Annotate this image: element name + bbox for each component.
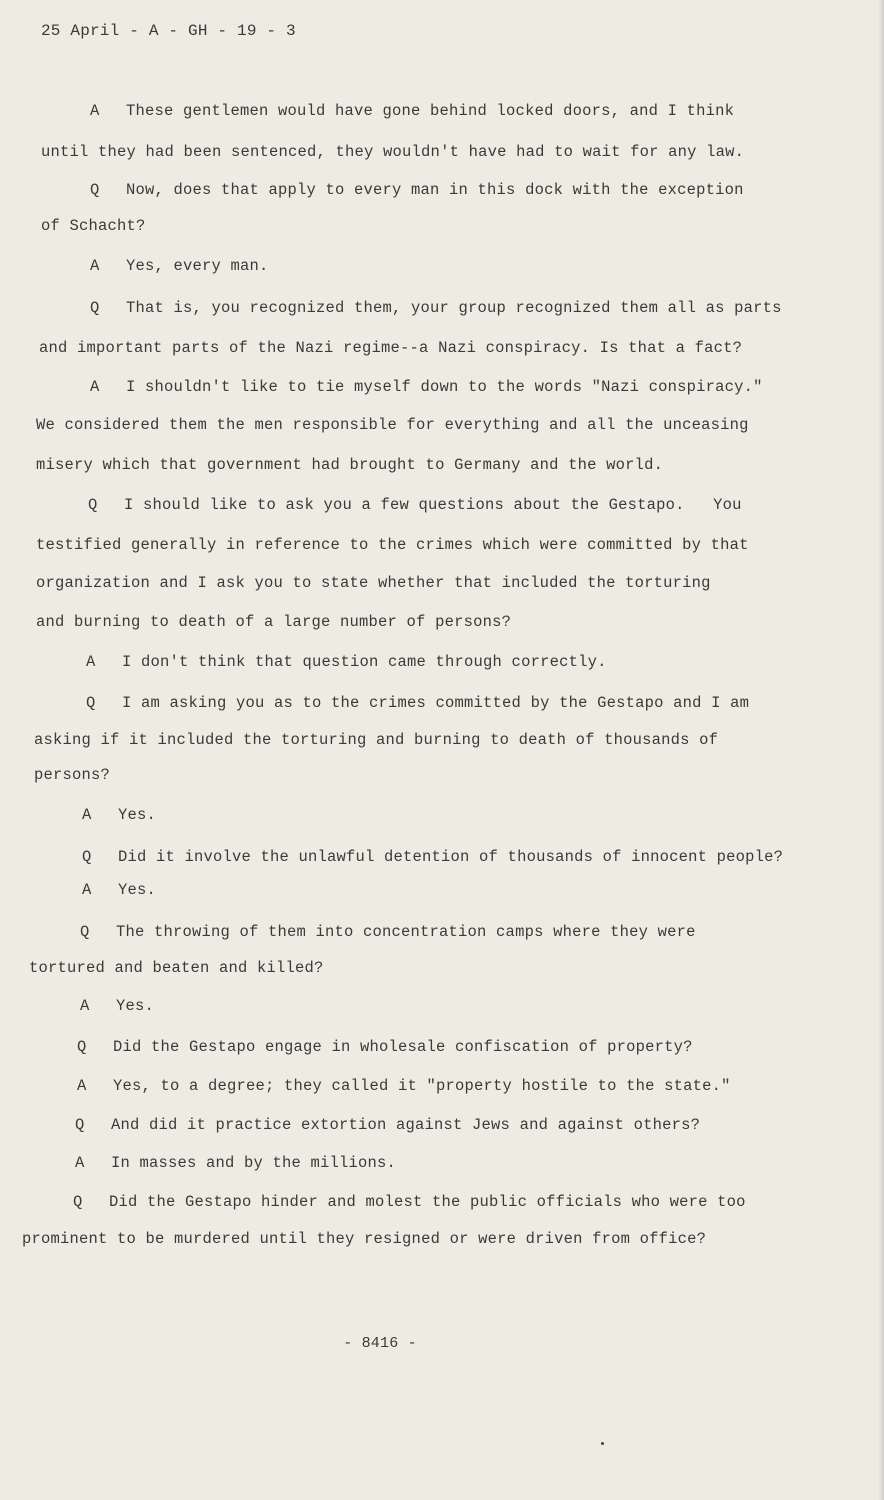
line-text: Yes. [118,806,157,824]
page-edge-shadow [878,0,884,1500]
speaker-label: Q [77,1038,87,1056]
transcript-line [80,922,696,942]
transcript-line [90,298,782,318]
transcript-line [36,415,749,435]
page-header: 25 April - A - GH - 19 - 3 [41,22,296,40]
transcript-line [39,338,742,358]
transcript-line [88,495,742,515]
line-text: The throwing of them into concentration camps where they were [116,923,696,941]
transcript-line [75,1153,396,1173]
transcript-line [90,101,734,121]
line-text: And did it practice extortion against Jews and against others? [111,1116,701,1134]
speaker-label: A [80,997,90,1015]
line-text: We considered them the men responsible for everything and all the unceasing [36,416,749,434]
transcript-line [41,216,146,236]
line-text: I shouldn't like to tie myself down to the words "Nazi conspiracy." [126,378,763,396]
speaker-label: A [75,1154,85,1172]
speaker-label: Q [75,1116,85,1134]
transcript-line [86,652,607,672]
transcript-line [36,535,749,555]
line-text: That is, you recognized them, your group recognized them all as parts [126,299,782,317]
line-text: Did the Gestapo hinder and molest the public officials who were too [109,1193,746,1211]
transcript-line [82,847,783,867]
speaker-label: Q [90,299,100,317]
transcript-line [22,1229,706,1249]
line-text: Yes. [118,881,157,899]
line-text: and burning to death of a large number of persons? [36,613,512,631]
transcript-line [90,256,269,276]
speaker-label: A [82,881,92,899]
line-text: Did the Gestapo engage in wholesale confiscation of property? [113,1038,693,1056]
line-text: organization and I ask you to state whether that included the torturing [36,574,711,592]
transcript-line [73,1192,746,1212]
page-number: - 8416 - [343,1335,417,1352]
transcript-line [36,573,711,593]
transcript-line [29,958,324,978]
line-text: of Schacht? [41,217,146,235]
speaker-label: Q [80,923,90,941]
speaker-label: Q [88,496,98,514]
speaker-label: A [77,1077,87,1095]
transcript-line [90,377,763,397]
transcript-line [36,612,511,632]
line-text: persons? [34,766,111,784]
transcript-line [34,730,718,750]
transcript-line [90,180,744,200]
line-text: I don't think that question came through correctly. [122,653,607,671]
line-text: Yes, to a degree; they called it "property hostile to the state." [113,1077,731,1095]
line-text: testified generally in reference to the crimes which were committed by that [36,536,749,554]
line-text: I am asking you as to the crimes committed by the Gestapo and I am [122,694,750,712]
line-text: misery which that government had brought to Germany and the world. [36,456,664,474]
line-text: prominent to be murdered until they resigned or were driven from office? [22,1230,707,1248]
line-text: Yes. [116,997,155,1015]
line-text: Did it involve the unlawful detention of thousands of innocent people? [118,848,784,866]
speaker-label: A [90,102,100,120]
transcript-line [82,880,156,900]
line-text: Yes, every man. [126,257,269,275]
speaker-label: A [90,378,100,396]
transcript-line [77,1037,693,1057]
speaker-label: A [86,653,96,671]
line-text: I should like to ask you a few questions about the Gestapo. You [124,496,742,514]
transcript-line [77,1076,731,1096]
line-text: These gentlemen would have gone behind locked doors, and I think [126,102,735,120]
line-text: In masses and by the millions. [111,1154,397,1172]
transcript-line [80,996,154,1016]
transcript-line [41,142,744,162]
transcript-line [75,1115,700,1135]
line-text: tortured and beaten and killed? [29,959,324,977]
speaker-label: Q [90,181,100,199]
transcript-line [82,805,156,825]
line-text: until they had been sentenced, they wouldn't have had to wait for any law. [41,143,745,161]
transcript-line [34,765,110,785]
line-text: and important parts of the Nazi regime--a Nazi conspiracy. Is that a fact? [39,339,743,357]
speaker-label: Q [86,694,96,712]
speaker-label: Q [82,848,92,866]
speaker-label: Q [73,1193,83,1211]
speaker-label: A [82,806,92,824]
line-text: Now, does that apply to every man in this dock with the exception [126,181,744,199]
ink-speck [601,1442,604,1445]
speaker-label: A [90,257,100,275]
transcript-line [86,693,749,713]
transcript-line [36,455,663,475]
line-text: asking if it included the torturing and burning to death of thousands of [34,731,719,749]
